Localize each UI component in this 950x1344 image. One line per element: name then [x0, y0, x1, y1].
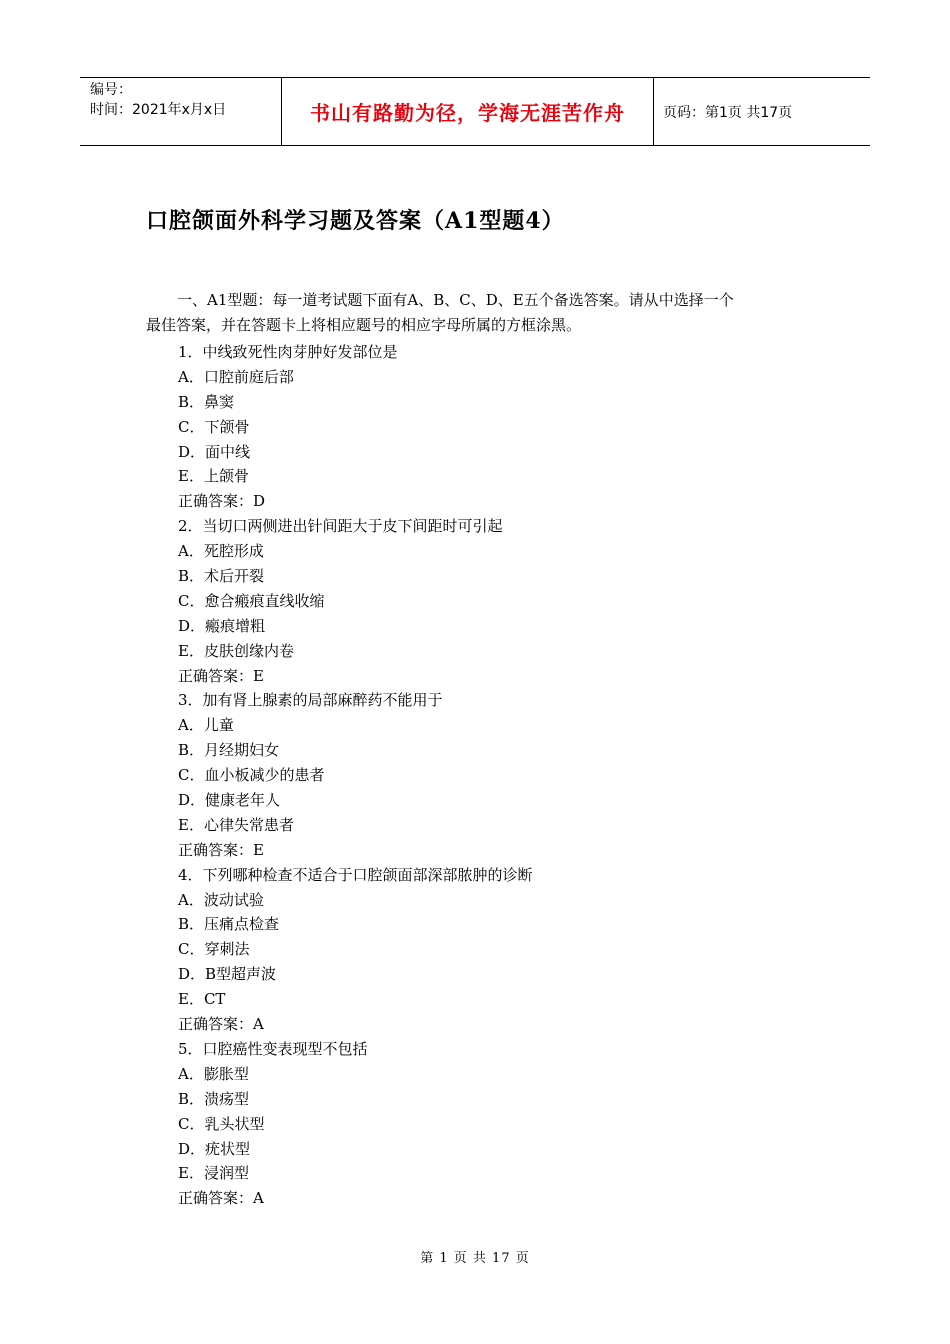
answer-option: E．上颌骨	[178, 467, 249, 486]
answer-option: B．溃疡型	[178, 1089, 250, 1108]
answer-option: D．健康老年人	[178, 791, 281, 810]
correct-answer: 正确答案：D	[178, 492, 266, 511]
instructions-line-2: 最佳答案，并在答题卡上将相应题号的相应字母所属的方框涂黑。	[146, 316, 582, 334]
header-meta	[80, 78, 281, 145]
answer-option: A．口腔前庭后部	[178, 367, 294, 386]
correct-answer: 正确答案：A	[178, 1015, 264, 1034]
answer-option: D．B型超声波	[178, 965, 277, 984]
answer-option: A．波动试验	[178, 890, 264, 909]
answer-option: E．浸润型	[178, 1164, 249, 1183]
section-instructions	[146, 288, 816, 338]
document-title: 口腔颌面外科学习题及答案（A1型题4）	[146, 208, 565, 234]
question-stem: 2．当切口两侧进出针间距大于皮下间距时可引起	[178, 517, 503, 536]
answer-option: C．血小板减少的患者	[178, 766, 325, 785]
answer-option: D．瘢痕增粗	[178, 616, 266, 635]
header-page-label: 页码：第1页 共17页	[663, 104, 793, 121]
question-stem: 5．口腔癌性变表现型不包括	[178, 1039, 368, 1058]
header-motto: 书山有路勤为径，学海无涯苦作舟	[310, 101, 625, 125]
answer-option: A．死腔形成	[178, 542, 264, 561]
question-stem: 1．中线致死性肉芽肿好发部位是	[178, 343, 398, 361]
answer-option: C．下颌骨	[178, 417, 250, 436]
answer-option: D．疣状型	[178, 1139, 251, 1158]
answer-option: A．儿童	[178, 716, 234, 735]
correct-answer: 正确答案：A	[178, 1189, 264, 1208]
answer-option: B．月经期妇女	[178, 741, 280, 760]
document-number-label: 编号：	[90, 82, 132, 98]
document-time-label: 时间：2021年x月x日	[90, 102, 227, 118]
answer-option: B．鼻窦	[178, 392, 235, 411]
answer-option: E．心律失常患者	[178, 815, 294, 834]
answer-option: C．乳头状型	[178, 1114, 265, 1133]
instructions-line-1: 一、A1型题：每一道考试题下面有A、B、C、D、E五个备选答案。请从中选择一个	[177, 291, 734, 309]
question-stem: 3．加有肾上腺素的局部麻醉药不能用于	[178, 691, 443, 710]
answer-option: C．穿刺法	[178, 940, 250, 959]
answer-option: C．愈合瘢痕直线收缩	[178, 591, 325, 610]
header-motto-cell	[281, 78, 654, 145]
answer-option: D．面中线	[178, 442, 251, 461]
page-footer: 第 1 页 共 17 页	[420, 1251, 530, 1266]
answer-option: B．术后开裂	[178, 567, 265, 586]
answer-option: E．皮肤创缘内卷	[178, 641, 294, 660]
correct-answer: 正确答案：E	[178, 666, 264, 685]
page-header	[80, 77, 870, 146]
question-stem: 4．下列哪种检查不适合于口腔颌面部深部脓肿的诊断	[178, 865, 533, 884]
header-page-cell	[654, 78, 870, 145]
answer-option: E．CT	[178, 990, 226, 1009]
question-list	[178, 340, 533, 1211]
answer-option: B．压痛点检查	[178, 915, 280, 934]
answer-option: A．膨胀型	[178, 1064, 249, 1083]
correct-answer: 正确答案：E	[178, 840, 264, 859]
